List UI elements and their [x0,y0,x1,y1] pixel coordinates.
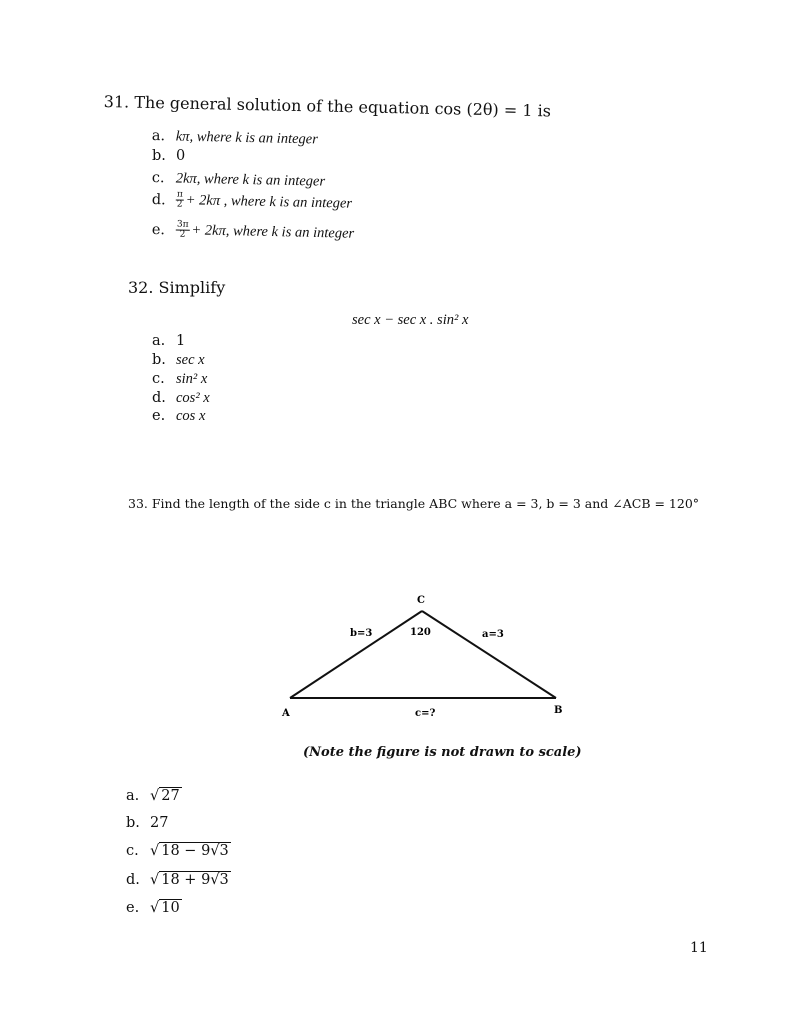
q31-option-a[interactable] [152,128,318,148]
q31-option-b[interactable] [152,148,185,164]
question-31 [104,92,552,120]
q31-option-e[interactable] [152,220,355,243]
q32-option-a[interactable] [152,333,185,349]
page-number: 11 [690,940,708,956]
sqrt-expression: √ 10 [150,900,180,916]
option-label: b. [152,148,166,164]
option-label: c. [126,843,139,859]
option-text: 1 [176,333,186,349]
question-prompt: Simplify [158,278,226,297]
side-b-label: b=3 [350,628,373,639]
sqrt-expression: √ 27 [150,788,180,804]
option-label: c. [151,170,165,187]
option-label: a. [126,788,140,804]
option-label: a. [152,333,166,349]
option-text: kπ, where k is an integer [175,128,318,148]
q33-option-d[interactable] [126,872,231,888]
option-label: b. [152,352,166,368]
option-text: 27 [150,815,169,831]
side-a-line [422,611,556,698]
option-text: + 2kπ , where k is an integer [185,192,353,212]
question-number: 33. [128,496,148,511]
option-text: 0 [176,148,186,164]
option-label: d. [152,390,166,406]
option-label: e. [152,408,166,424]
question-number: 32. [128,278,154,297]
sqrt-expression: √ 18 + 9√3 [150,872,229,888]
q33-option-e[interactable] [126,900,182,916]
question-prompt: Find the length of the side c in the triangle ABC where a = 3, b = 3 and ∠ACB = 120° [151,496,700,511]
question-prompt: The general solution of the equation cos (2θ) = 1 is [134,92,552,121]
option-text: sin² x [176,371,208,387]
q33-option-a[interactable] [126,788,182,804]
fraction: $\frac{3\pi}{2}$ [176,219,189,240]
figure-note: (Note the figure is not drawn to scale) [303,745,582,760]
side-a-label: a=3 [482,629,504,640]
fraction: $\frac{\pi}{2}$ [176,189,183,210]
question-33 [128,496,699,511]
question-32 [128,278,225,297]
q31-option-c[interactable] [152,170,326,191]
q32-option-c[interactable] [152,371,207,388]
q32-expression: sec x − sec x . sin² x [352,312,469,328]
sqrt-expression: √ 18 − 9√3 [150,843,229,859]
option-label: c. [152,371,165,387]
option-text: cos² x [176,390,210,406]
vertex-c-label: C [417,595,425,606]
q33-option-b[interactable] [126,815,168,831]
option-text: 2kπ, where k is an integer [175,170,326,190]
side-b-line [290,611,422,698]
q32-option-d[interactable] [152,390,210,407]
option-label: d. [126,872,140,888]
angle-label: 120 [410,627,431,638]
option-label: a. [151,128,166,145]
q31-option-d[interactable] [152,190,353,213]
option-label: b. [126,815,140,831]
side-c-label: c=? [415,708,436,719]
option-text: cos x [176,408,206,424]
option-label: e. [151,221,166,238]
triangle-figure [270,585,590,720]
vertex-a-label: A [282,708,290,719]
option-text: sec x [176,352,205,368]
question-number: 31. [103,92,130,112]
vertex-b-label: B [554,705,563,716]
q33-option-c[interactable] [126,843,231,859]
option-text: + 2kπ, where k is an integer [191,222,355,242]
q32-option-e[interactable] [152,408,205,425]
q32-option-b[interactable] [152,352,205,369]
option-label: e. [126,900,140,916]
option-label: d. [151,191,166,208]
